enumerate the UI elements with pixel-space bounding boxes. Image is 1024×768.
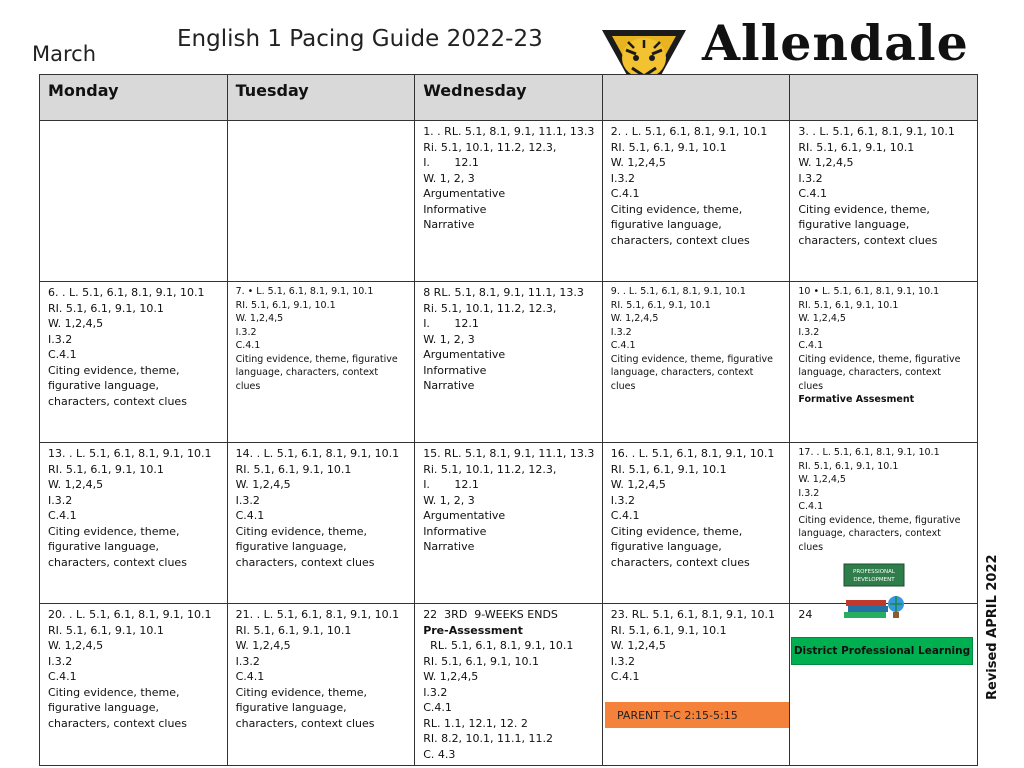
cell-line: C. 4.3: [423, 747, 456, 761]
day-cell: [40, 282, 228, 443]
page-title: English 1 Pacing Guide 2022-23: [177, 26, 543, 52]
cell-line: I.3.2: [235, 654, 260, 668]
cell-line: figurative language,: [235, 701, 347, 714]
district-professional-learning-badge: District Professional Learning: [791, 637, 973, 665]
cell-line: characters, context clues: [48, 555, 187, 569]
cell-line: W. 1,2,4,5: [798, 156, 854, 169]
cell-line: RI. 5.1, 6.1, 9.1, 10.1: [798, 299, 899, 311]
logo-main-text: Allendale: [702, 14, 969, 72]
cell-line: Citing evidence, theme,: [235, 685, 368, 699]
cell-line: characters, context clues: [798, 233, 938, 247]
cell-line: clues: [798, 541, 824, 553]
cell-line: W. 1, 2, 3: [423, 493, 475, 507]
calendar-header-row: [40, 75, 978, 121]
cell-line: clues: [798, 380, 824, 392]
cell-line: Argumentative: [423, 509, 506, 522]
cell-line: I.3.2: [610, 326, 632, 338]
cell-line: Narrative: [423, 379, 475, 392]
cell-line: 7. • L. 5.1, 6.1, 8.1, 9.1, 10.1: [235, 286, 374, 297]
day-header-2: Wednesday: [415, 75, 603, 121]
cell-line: RI. 5.1, 6.1, 9.1, 10.1: [610, 462, 727, 476]
day-header-1: Tuesday: [227, 75, 415, 121]
cell-line: C.4.1: [48, 348, 77, 361]
day-header-3: [602, 75, 790, 121]
cell-line: RI. 5.1, 6.1, 9.1, 10.1: [235, 623, 352, 637]
day-cell: [790, 121, 978, 282]
week-row: [40, 443, 978, 604]
cell-line: W. 1,2,4,5: [798, 474, 846, 485]
cell-line: I.3.2: [610, 171, 636, 185]
day-cell: [415, 121, 603, 282]
day-cell: [602, 443, 790, 604]
cell-line: figurative language,: [610, 218, 722, 231]
week-row: [40, 604, 978, 766]
cell-line: figurative language,: [610, 540, 722, 553]
cell-line: I.3.2: [610, 493, 636, 507]
cell-line: 2. . L. 5.1, 6.1, 8.1, 9.1, 10.1: [610, 125, 768, 138]
cell-line: Informative: [423, 524, 487, 538]
cell-line: 14. . L. 5.1, 6.1, 8.1, 9.1, 10.1: [235, 447, 400, 460]
cell-line: W. 1,2,4,5: [610, 313, 659, 324]
cell-line: Informative: [423, 363, 487, 377]
day-cell: [415, 282, 603, 443]
cell-line: Narrative: [423, 540, 475, 553]
cell-line: C.4.1: [235, 509, 265, 522]
cell-line: W. 1,2,4,5: [235, 313, 284, 324]
cell-line: I.3.2: [798, 171, 823, 185]
cell-line: W. 1, 2, 3: [423, 332, 475, 346]
cell-line: I.3.2: [48, 332, 73, 346]
cell-line: RI. 5.1, 6.1, 9.1, 10.1: [48, 623, 164, 637]
cell-line: RI. 5.1, 6.1, 9.1, 10.1: [48, 462, 164, 476]
cell-line: Citing evidence, theme, figurative: [798, 353, 961, 365]
cell-line: characters, context clues: [610, 233, 750, 247]
day-cell: [40, 443, 228, 604]
cell-line: I.3.2: [610, 654, 636, 668]
week-row: [40, 282, 978, 443]
cell-line: 10 • L. 5.1, 6.1, 8.1, 9.1, 10.1: [798, 286, 940, 297]
cell-line: W. 1,2,4,5: [235, 478, 291, 491]
cell-line: Formative Assesment: [798, 394, 915, 405]
cell-line: 17. . L. 5.1, 6.1, 8.1, 9.1, 10.1: [798, 447, 940, 458]
cell-line: characters, context clues: [235, 716, 375, 730]
cell-line: C.4.1: [423, 701, 452, 714]
cell-line: Ri. 5.1, 10.1, 11.2, 12.3,: [423, 462, 557, 476]
month-label: March: [32, 42, 97, 66]
cell-line: 22 3RD 9-WEEKS ENDS: [423, 608, 558, 621]
cell-line: I. 12.1: [423, 478, 479, 491]
cell-line: 9. . L. 5.1, 6.1, 8.1, 9.1, 10.1: [610, 286, 746, 297]
cell-line: 13. . L. 5.1, 6.1, 8.1, 9.1, 10.1: [48, 447, 212, 460]
day-cell: [227, 443, 415, 604]
cell-line: Citing evidence, theme, figurative: [798, 514, 961, 526]
cell-line: Citing evidence, theme,: [798, 202, 930, 216]
cell-line: C.4.1: [798, 340, 824, 351]
day-header-0: Monday: [40, 75, 228, 121]
professional-development-sign-icon: [838, 560, 910, 624]
cell-line: Pre-Assessment: [423, 623, 523, 637]
cell-line: figurative language,: [798, 218, 910, 231]
cell-line: W. 1,2,4,5: [48, 317, 104, 330]
cell-line: I. 12.1: [423, 156, 479, 169]
cell-line: characters, context clues: [235, 555, 375, 569]
cell-line: I. 12.1: [423, 317, 479, 330]
cell-line: figurative language,: [235, 540, 347, 553]
cell-line: C.4.1: [798, 501, 824, 512]
cell-line: RI. 5.1, 6.1, 9.1, 10.1: [48, 301, 164, 315]
cell-line: RI. 5.1, 6.1, 9.1, 10.1: [610, 623, 727, 637]
cell-line: RL. 5.1, 6.1, 8.1, 9.1, 10.1: [423, 639, 574, 652]
day-cell: [415, 443, 603, 604]
cell-line: 20. . L. 5.1, 6.1, 8.1, 9.1, 10.1: [48, 608, 212, 621]
cell-line: W. 1,2,4,5: [235, 639, 291, 652]
day-cell: [227, 121, 415, 282]
cell-line: clues: [235, 380, 261, 392]
cell-line: W. 1, 2, 3: [423, 171, 475, 185]
cell-line: W. 1,2,4,5: [48, 478, 104, 491]
cell-line: characters, context clues: [48, 394, 187, 408]
cell-line: C.4.1: [610, 187, 640, 200]
cell-line: W. 1,2,4,5: [798, 313, 846, 324]
cell-line: I.3.2: [423, 685, 448, 699]
cell-line: RI. 5.1, 6.1, 9.1, 10.1: [235, 462, 352, 476]
cell-line: Informative: [423, 202, 487, 216]
day-cell: [602, 282, 790, 443]
parent-conference-badge: PARENT T-C 2:15-5:15: [605, 702, 789, 728]
day-cell: [790, 604, 978, 766]
cell-line: 15. RL. 5.1, 8.1, 9.1, 11.1, 13.3: [423, 447, 595, 460]
cell-line: Citing evidence, theme, figurative: [610, 353, 773, 365]
cell-line: figurative language,: [48, 540, 159, 553]
cell-line: characters, context clues: [48, 716, 187, 730]
cell-line: language, characters, context: [798, 528, 941, 539]
cell-line: I.3.2: [48, 493, 73, 507]
cell-line: language, characters, context: [235, 367, 379, 378]
day-cell: [40, 121, 228, 282]
cell-line: RI. 5.1, 6.1, 9.1, 10.1: [610, 140, 727, 154]
cell-line: Citing evidence, theme,: [235, 524, 368, 538]
cell-line: figurative language,: [48, 701, 159, 714]
cell-line: I.3.2: [798, 487, 820, 499]
cell-line: 3. . L. 5.1, 6.1, 8.1, 9.1, 10.1: [798, 125, 955, 138]
cell-line: C.4.1: [235, 340, 261, 351]
cell-line: W. 1,2,4,5: [423, 670, 479, 683]
cell-line: 23. RL. 5.1, 6.1, 8.1, 9.1, 10.1: [610, 608, 775, 621]
cell-line: W. 1,2,4,5: [610, 639, 666, 652]
day-cell: [227, 282, 415, 443]
cell-line: Citing evidence, theme,: [48, 524, 180, 538]
cell-line: RI. 8.2, 10.1, 11.1, 11.2: [423, 732, 554, 745]
cell-line: Ri. 5.1, 10.1, 11.2, 12.3,: [423, 301, 557, 315]
cell-line: characters, context clues: [610, 555, 750, 569]
day-cell: [790, 282, 978, 443]
cell-line: RI. 5.1, 6.1, 9.1, 10.1: [610, 299, 711, 311]
cell-line: C.4.1: [48, 509, 77, 522]
cell-line: RI. 5.1, 6.1, 9.1, 10.1: [423, 654, 540, 668]
cell-line: Argumentative: [423, 348, 506, 361]
cell-line: W. 1,2,4,5: [610, 156, 666, 169]
cell-line: C.4.1: [610, 509, 640, 522]
cell-line: RI. 5.1, 6.1, 9.1, 10.1: [798, 140, 915, 154]
cell-line: C.4.1: [610, 670, 640, 683]
cell-line: clues: [610, 380, 636, 392]
cell-line: Ri. 5.1, 10.1, 11.2, 12.3,: [423, 140, 557, 154]
cell-line: Citing evidence, theme,: [610, 524, 743, 538]
cell-line: Argumentative: [423, 187, 506, 200]
cell-line: Citing evidence, theme, figurative: [235, 353, 398, 365]
cell-line: 16. . L. 5.1, 6.1, 8.1, 9.1, 10.1: [610, 447, 775, 460]
cell-line: C.4.1: [610, 340, 636, 351]
cell-line: 1. . RL. 5.1, 8.1, 9.1, 11.1, 13.3: [423, 125, 595, 138]
day-header-4: [790, 75, 978, 121]
week-row: [40, 121, 978, 282]
day-cell: [227, 604, 415, 766]
cell-line: figurative language,: [48, 379, 159, 392]
day-cell: [602, 604, 790, 766]
cell-line: 8 RL. 5.1, 8.1, 9.1, 11.1, 13.3: [423, 286, 584, 299]
cell-line: language, characters, context: [610, 367, 754, 378]
cell-line: RI. 5.1, 6.1, 9.1, 10.1: [798, 460, 899, 472]
cell-line: 6. . L. 5.1, 6.1, 8.1, 9.1, 10.1: [48, 286, 205, 299]
day-cell: [415, 604, 603, 766]
cell-line: language, characters, context: [798, 367, 941, 378]
day-cell: [40, 604, 228, 766]
cell-line: Citing evidence, theme,: [610, 202, 743, 216]
cell-line: 24: [798, 608, 813, 621]
cell-line: Citing evidence, theme,: [48, 363, 180, 377]
cell-line: Narrative: [423, 218, 475, 231]
cell-line: RL. 1.1, 12.1, 12. 2: [423, 716, 528, 730]
cell-line: W. 1,2,4,5: [48, 639, 104, 652]
cell-line: I.3.2: [798, 326, 820, 338]
cell-line: I.3.2: [235, 326, 257, 338]
cell-line: C.4.1: [235, 670, 265, 683]
day-cell: [602, 121, 790, 282]
cell-line: C.4.1: [48, 670, 77, 683]
cell-line: RI. 5.1, 6.1, 9.1, 10.1: [235, 299, 336, 311]
cell-line: Citing evidence, theme,: [48, 685, 180, 699]
revised-note: Revised APRIL 2022: [985, 554, 1000, 700]
cell-line: 21. . L. 5.1, 6.1, 8.1, 9.1, 10.1: [235, 608, 400, 621]
pd-sign-text-2: DEVELOPMENT: [853, 577, 895, 583]
cell-line: I.3.2: [48, 654, 73, 668]
pd-sign-text: PROFESSIONAL: [853, 569, 895, 575]
cell-line: W. 1,2,4,5: [610, 478, 666, 491]
cell-line: I.3.2: [235, 493, 260, 507]
cell-line: C.4.1: [798, 187, 828, 200]
